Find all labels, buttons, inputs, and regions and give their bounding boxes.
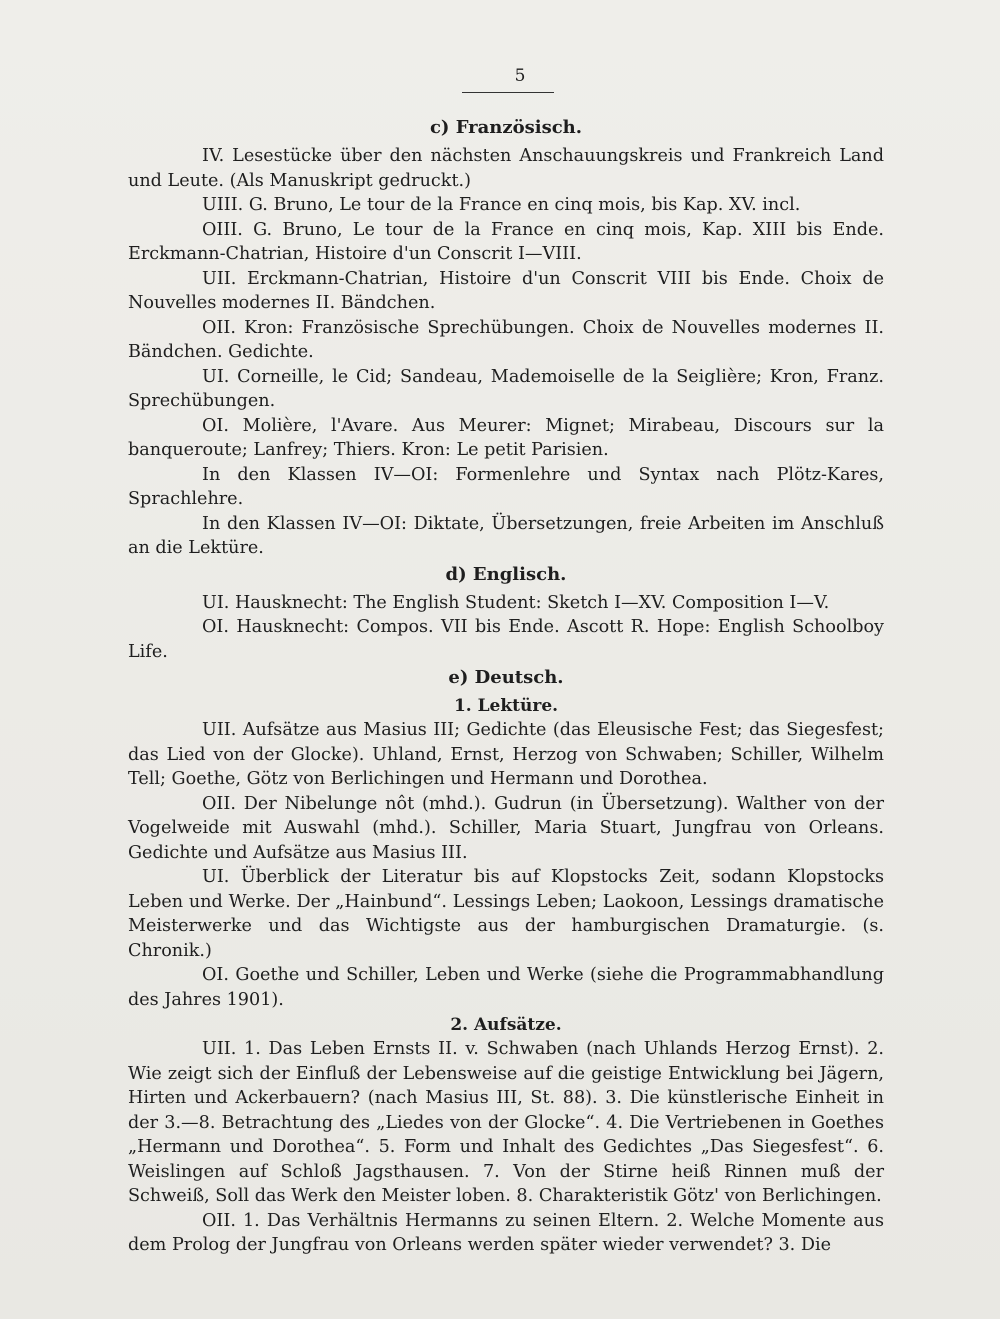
paragraph: OIII. G. Bruno, Le tour de la France en cinq mois, Kap. XIII bis Ende. Erckmann-Chatrian, Histoire d'un Conscrit I—VIII. bbox=[128, 219, 884, 264]
paragraph: UI. Überblick der Literatur bis auf Klopstocks Zeit, sodann Klopstocks Leben und Werke. Der „Hainbund“. Lessings Leben; Laokoon, Lessings dramatische Meisterwerke und das Wichtigste aus der hamburgischen Dramaturgie. (s. Chronik.) bbox=[128, 867, 884, 961]
page-number-rule bbox=[462, 92, 554, 93]
paragraph: In den Klassen IV—OI: Formenlehre und Syntax nach Plötz-Kares, Sprachlehre. bbox=[128, 464, 884, 509]
paragraph: UIII. G. Bruno, Le tour de la France en cinq mois, bis Kap. XV. incl. bbox=[202, 195, 801, 215]
paragraph: OI. Goethe und Schiller, Leben und Werke (siehe die Programmabhandlung des Jahres 1901). bbox=[128, 965, 884, 1010]
section-heading-englisch: d) Englisch. bbox=[445, 563, 567, 585]
paragraph: OII. Kron: Französische Sprechübungen. Choix de Nouvelles modernes II. Bändchen. Gedichte. bbox=[128, 317, 884, 362]
paragraph: UI. Corneille, le Cid; Sandeau, Mademoiselle de la Seiglière; Kron, Franz. Sprechübungen. bbox=[128, 366, 884, 411]
section-heading-franzoesisch: c) Französisch. bbox=[429, 117, 583, 138]
paragraph: IV. Lesestücke über den nächsten Anschauungskreis und Frankreich Land und Leute. (Als Manuskript gedruckt.) bbox=[128, 146, 884, 191]
subsection-heading-aufsaetze: 2. Aufsätze. bbox=[450, 1015, 562, 1035]
paragraph: UII. 1. Das Leben Ernsts II. v. Schwaben (nach Uhlands Herzog Ernst). 2. Wie zeigt sich der Einfluß der Lebensweise auf die geistige Entwicklung bei Jägern, Hirten und Ackerbauern? (nach Masius III, St. 88). 3. Die künstlerische Einheit in der 3.—8. Betrachtung des „Liedes von der Glocke“. 4. Die Vertriebenen in Goethes „Hermann und Dorothea“. 5. Form und Inhalt des Gedichtes „Das Siegesfest“. 6. Weislingen auf Schloß Jagsthausen. 7. Von der Stirne heiß Rinnen muß der Schweiß, Soll das Werk den Meister loben. 8. Charakteristik Götz' von Berlichingen. bbox=[128, 1039, 884, 1206]
section-heading-deutsch: e) Deutsch. bbox=[448, 667, 564, 688]
paragraph: OII. 1. Das Verhältnis Hermanns zu seinen Eltern. 2. Welche Momente aus dem Prolog der Jungfrau von Orleans werden später wieder verwendet? 3. Die bbox=[128, 1210, 884, 1255]
paragraph: OI. Molière, l'Avare. Aus Meurer: Mignet; Mirabeau, Discours sur la banqueroute; Lanfrey; Thiers. Kron: Le petit Parisien. bbox=[128, 415, 884, 460]
paragraph: UI. Hausknecht: The English Student: Sketch I—XV. Composition I—V. bbox=[202, 592, 830, 613]
page-body bbox=[128, 114, 884, 1258]
paragraph: UII. Erckmann-Chatrian, Histoire d'un Conscrit VIII bis Ende. Choix de Nouvelles modernes II. Bändchen. bbox=[128, 268, 884, 313]
paragraph: In den Klassen IV—OI: Diktate, Übersetzungen, freie Arbeiten im Anschluß an die Lektüre. bbox=[128, 513, 884, 558]
paragraph: OI. Hausknecht: Compos. VII bis Ende. Ascott R. Hope: English Schoolboy Life. bbox=[128, 617, 884, 662]
paragraph: UII. Aufsätze aus Masius III; Gedichte (das Eleusische Fest; das Siegesfest; das Lied von der Glocke). Uhland, Ernst, Herzog von Schwaben; Schiller, Wilhelm Tell; Goethe, Götz von Berlichingen und Hermann und Dorothea. bbox=[128, 720, 884, 789]
subsection-heading-lektuere: 1. Lektüre. bbox=[453, 696, 559, 716]
paragraph: OII. Der Nibelunge nôt (mhd.). Gudrun (in Übersetzung). Walther von der Vogelweide mit Auswahl (mhd.). Schiller, Maria Stuart, Jungfrau von Orleans. Gedichte und Aufsätze aus Masius III. bbox=[128, 793, 884, 863]
page-number: 5 bbox=[514, 66, 526, 86]
